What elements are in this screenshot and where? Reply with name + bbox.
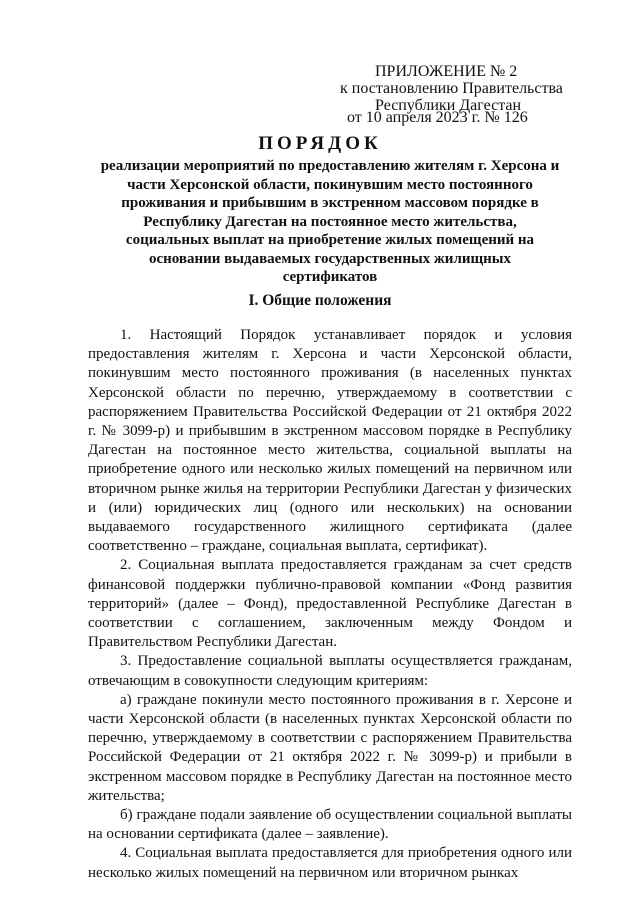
appendix-resolution: к постановлению Правительства bbox=[340, 80, 563, 97]
appendix-date: от 10 апреля 2023 г. № 126 bbox=[347, 109, 528, 126]
paragraph-1: 1. Настоящий Порядок устанавливает порядок и условия предоставления жителям г. Херсона и части Херсонской области, покинувшим место постоянного проживания (в населенных пунктах Херсонской области по перечню, утверждаемому в соответствии с распоряжением Правительства Российской Федерации от 21 октября 2022 г. № 3099-р) и прибывшим в экстренном массовом порядке в Республику Дагестан на постоянное место жительства, социальной выплаты на приобретение одного или несколько жилых помещений на первичном или вторичном рынке жилья на территории Республики Дагестан у физических и (или) юридических лиц (одного или нескольких) на основании выдаваемого государственного жилищного сертификата (далее соответственно – граждане, социальная выплата, сертификат). bbox=[88, 327, 572, 555]
appendix-government: Республики Дагестан bbox=[375, 97, 522, 114]
document-body bbox=[88, 326, 572, 883]
paragraph-3: 3. Предоставление социальной выплаты осуществляется гражданам, отвечающим в совокупности следующим критериям: bbox=[88, 653, 572, 689]
appendix-number: ПРИЛОЖЕНИЕ № 2 bbox=[375, 63, 518, 80]
document-title: ПОРЯДОК bbox=[258, 133, 382, 154]
paragraph-2: 2. Социальная выплата предоставляется гражданам за счет средств финансовой поддержки публично-правовой компании «Фонд развития территорий» (далее – Фонд), предоставленной Республике Дагестан в соответствии с соглашением, заключенным между Фондом и Правительством Республики Дагестан. bbox=[88, 557, 572, 651]
document-subtitle: реализации мероприятий по предоставлению жителям г. Херсона и части Херсонской области, покинувшим место постоянного проживания и прибывшим в экстренном массовом порядке в Республику Дагестан на постоянное место жительства, социальных выплат на приобретение жилых помещений на основании выдаваемых государственных жилищных сертификатов bbox=[100, 158, 560, 285]
paragraph-4: 4. Социальная выплата предоставляется для приобретения одного или несколько жилых помещений на первичном или вторичном рынках bbox=[88, 845, 572, 881]
section-heading: I. Общие положения bbox=[248, 292, 392, 309]
paragraph-3b: б) граждане подали заявление об осуществлении социальной выплаты на основании сертификата (далее – заявление). bbox=[88, 807, 572, 843]
paragraph-3a: а) граждане покинули место постоянного проживания в г. Херсоне и части Херсонской области (в населенных пунктах Херсонской области по перечню, утверждаемому в соответствии с распоряжением Правительства Российской Федерации от 21 октября 2022 г. № 3099-р) и прибыли в экстренном массовом порядке в Республику Дагестан на постоянное место жительства; bbox=[88, 691, 572, 804]
